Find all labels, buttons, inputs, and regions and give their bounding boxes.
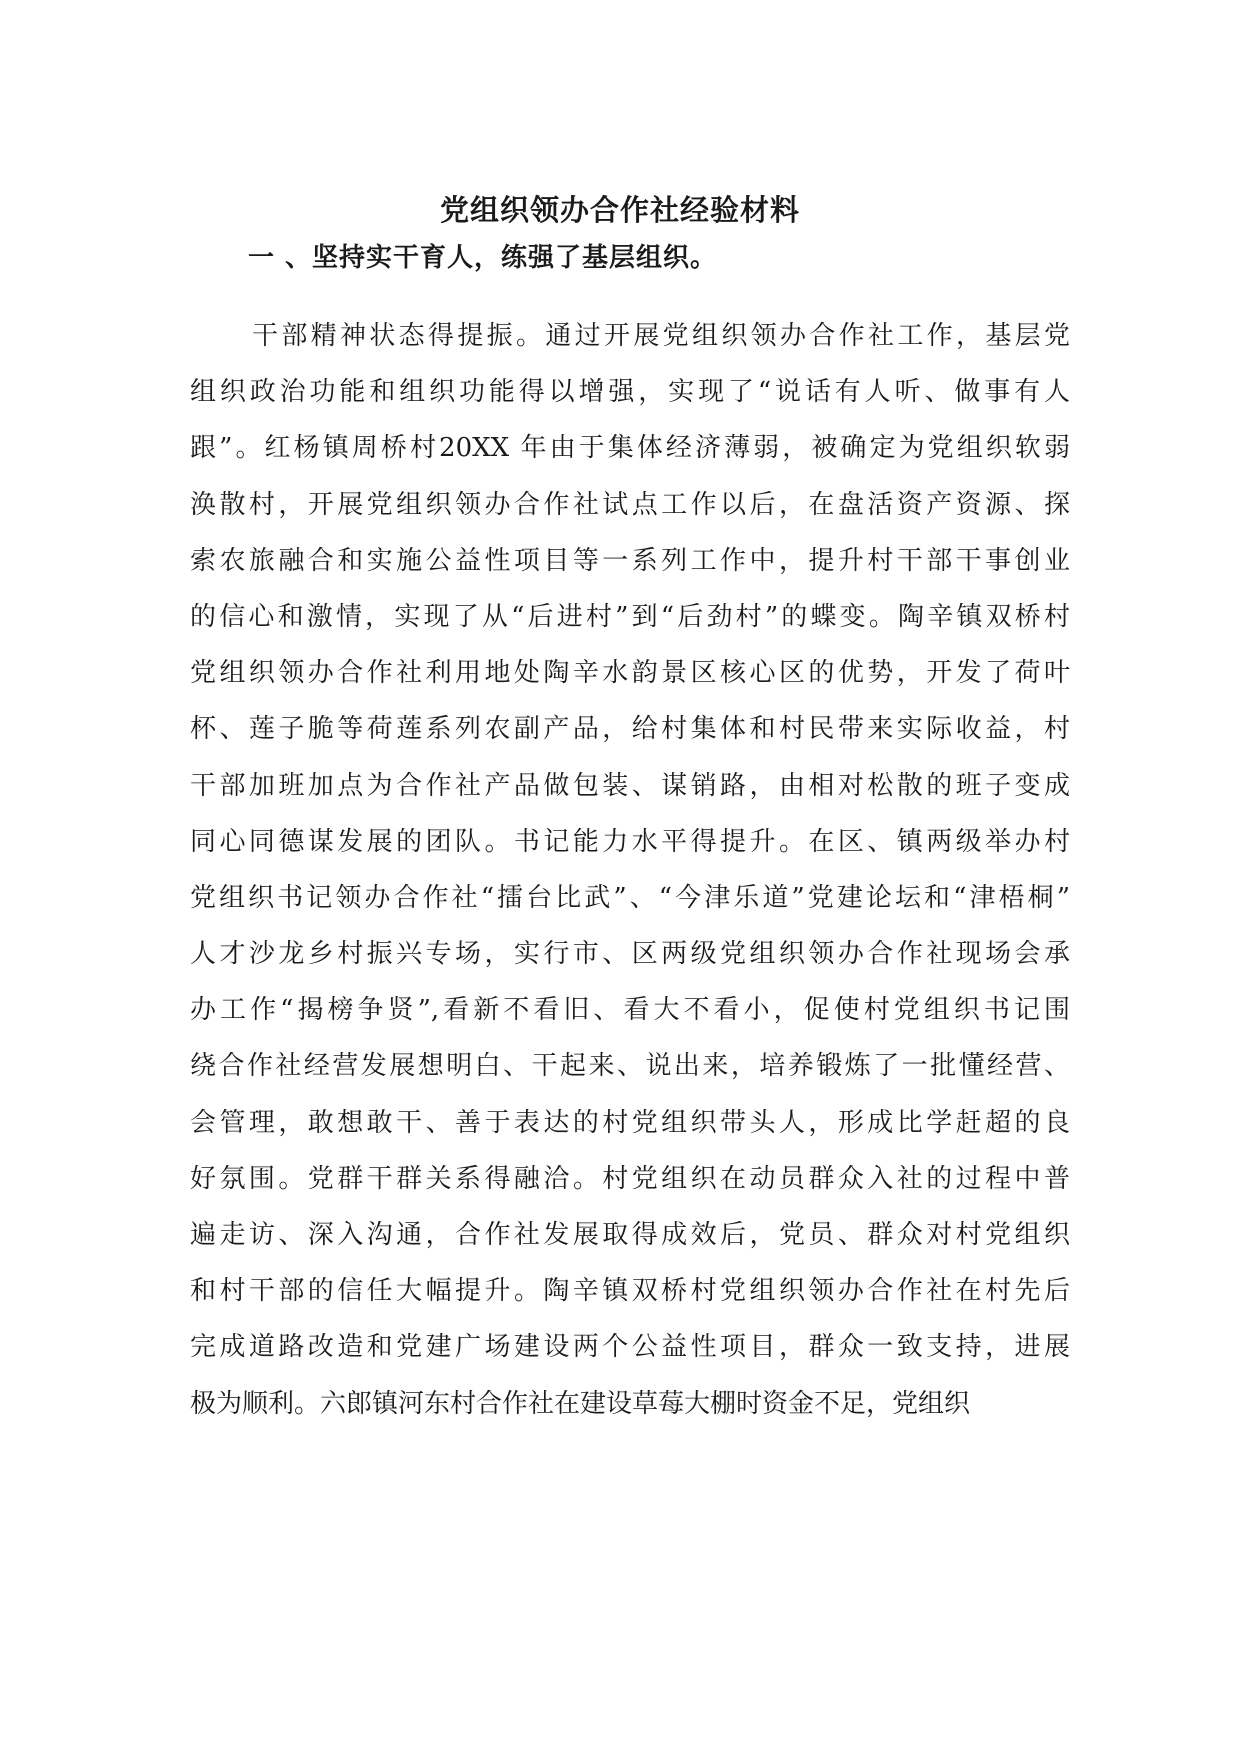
body-line: 和村干部的信任大幅提升。陶辛镇双桥村党组织领办合作社在村先后 [190, 1276, 1070, 1307]
body-line: 遍走访、深入沟通，合作社发展取得成效后，党员、群众对村党组织 [190, 1220, 1070, 1250]
body-line: 完成道路改造和党建广场建设两个公益性项目，群众一致支持，进展 [190, 1332, 1070, 1363]
body-line: 涣散村，开展党组织领办合作社试点工作以后，在盘活资产资源、探 [190, 489, 1070, 520]
body-line: 绕合作社经营发展想明白、干起来、说出来，培养锻炼了一批懂经营、 [190, 1051, 1070, 1082]
body-line: 跟”。红杨镇周桥村20XX 年由于集体经济薄弱，被确定为党组织软弱 [190, 433, 1070, 464]
section-heading: 一 、坚持实干育人，练强了基层组织。 [248, 243, 718, 273]
body-line: 好氛围。党群干群关系得融洽。村党组织在动员群众入社的过程中普 [190, 1163, 1070, 1194]
body-line: 党组织领办合作社利用地处陶辛水韵景区核心区的优势，开发了荷叶 [190, 658, 1070, 689]
body-line: 办工作“揭榜争贤”,看新不看旧、看大不看小，促使村党组织书记围 [190, 995, 1070, 1026]
body-line: 干部加班加点为合作社产品做包装、谋销路，由相对松散的班子变成 [190, 770, 1070, 801]
body-line: 干部精神状态得提振。通过开展党组织领办合作社工作，基层党 [252, 321, 1070, 351]
body-line: 索农旅融合和实施公益性项目等一系列工作中，提升村干部干事创业 [190, 545, 1070, 576]
body-line: 党组织书记领办合作社“擂台比武”、“今津乐道”党建论坛和“津梧桐” [190, 882, 1070, 913]
body-line: 同心同德谋发展的团队。书记能力水平得提升。在区、镇两级举办村 [190, 826, 1070, 857]
body-line: 的信心和激情，实现了从“后进村”到“后劲村”的蝶变。陶辛镇双桥村 [190, 601, 1070, 632]
body-line: 极为顺利。六郎镇河东村合作社在建设草莓大棚时资金不足，党组织 [190, 1388, 971, 1419]
body-line: 组织政治功能和组织功能得以增强，实现了“说话有人听、做事有人 [190, 377, 1070, 408]
body-line: 人才沙龙乡村振兴专场，实行市、区两级党组织领办合作社现场会承 [190, 939, 1070, 970]
body-line: 会管理，敢想敢干、善于表达的村党组织带头人，形成比学赶超的良 [190, 1107, 1070, 1138]
document-title: 党组织领办合作社经验材料 [439, 193, 800, 227]
body-line: 杯、莲子脆等荷莲系列农副产品，给村集体和村民带来实际收益，村 [190, 714, 1070, 745]
body-paragraph [190, 308, 1070, 1432]
